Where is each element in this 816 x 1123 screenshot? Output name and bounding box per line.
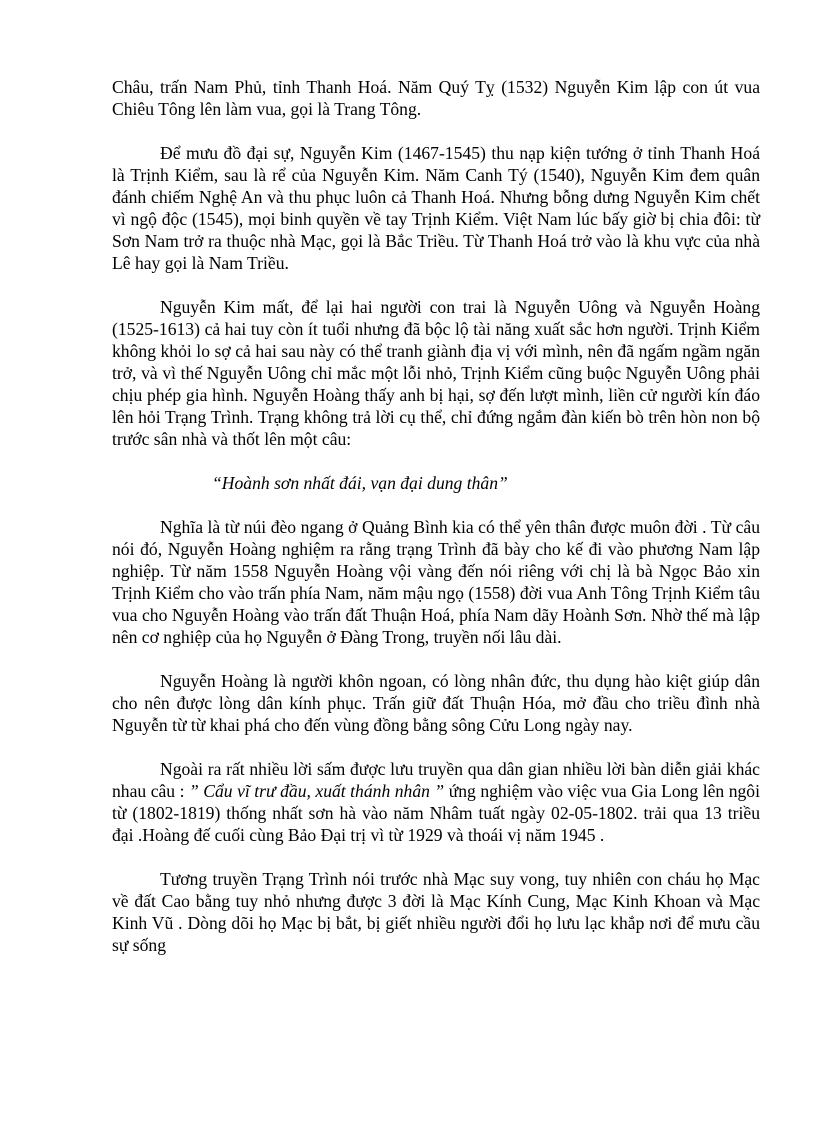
paragraph-7: Tương truyền Trạng Trình nói trước nhà Mạc suy vong, tuy nhiên con cháu họ Mạc về đất Cao bằng tuy nhỏ nhưng được 3 đời là Mạc Kính Cung, Mạc Kinh Khoan và Mạc Kinh Vũ . Dòng dõi họ Mạc bị bắt, bị giết nhiều người đổi họ lưu lạc khắp nơi để mưu cầu sự sống — [112, 869, 760, 955]
paragraph-2: Để mưu đồ đại sự, Nguyễn Kim (1467-1545) thu nạp kiện tướng ở tỉnh Thanh Hoá là Trịnh Kiểm, sau là rể của Nguyễn Kim. Năm Canh Tý (1540), Nguyễn Kim đem quân đánh chiếm Nghệ An và thu phục luôn cả Thanh Hoá. Nhưng bỗng dưng Nguyễn Kim chết vì ngộ độc (1545), mọi binh quyền về tay Trịnh Kiểm. Việt Nam lúc bấy giờ bị chia đôi: từ Sơn Nam trở ra thuộc nhà Mạc, gọi là Bắc Triều. Từ Thanh Hoá trở vào là khu vực của nhà Lê hay gọi là Nam Triều. — [112, 143, 760, 273]
paragraph-6 — [112, 758, 760, 846]
paragraph-3: Nguyễn Kim mất, để lại hai người con trai là Nguyễn Uông và Nguyễn Hoàng (1525-1613) cả hai tuy còn ít tuổi nhưng đã bộc lộ tài năng xuất sắc hơn người. Trịnh Kiểm không khỏi lo sợ cả hai sau này có thể tranh giành địa vị với mình, nên đã ngấm ngầm ngăn trở, và vì thế Nguyễn Uông chỉ mắc một lỗi nhỏ, Trịnh Kiểm cũng buộc Nguyễn Uông phải chịu phép gia hình. Nguyễn Hoàng thấy anh bị hại, sợ đến lượt mình, liền cử người kín đáo lên hỏi Trạng Trình. Trạng không trả lời cụ thể, chỉ đứng ngắm đàn kiến bò trên hòn non bộ trước sân nhà và thốt lên một câu: — [112, 297, 760, 449]
paragraph-6-text-b: ứng nghiệm vào việc vua Gia Long lên ngôi từ (1802-1819) thống nhất sơn hà vào năm Nhâm tuất ngày 02-05-1802. trải qua 13 triều đại .Hoàng đế cuối cùng Bảo Đại trị vì từ 1929 và thoái vị năm 1945 . — [112, 781, 760, 845]
paragraph-1: Châu, trấn Nam Phủ, tỉnh Thanh Hoá. Năm Quý Tỵ (1532) Nguyễn Kim lập con út vua Chiêu Tông lên làm vua, gọi là Trang Tông. — [112, 77, 760, 119]
paragraph-6-text-a: Ngoài ra rất nhiều lời sấm được lưu truyền qua dân gian nhiều lời bàn diễn giải khác nhau câu : — [112, 759, 760, 801]
document-page — [112, 76, 760, 978]
paragraph-4: Nghĩa là từ núi đèo ngang ở Quảng Bình kia có thể yên thân được muôn đời . Từ câu nói đó, Nguyễn Hoàng nghiệm ra rằng trạng Trình đã bày cho kế đi vào phương Nam lập nghiệp. Từ năm 1558 Nguyễn Hoàng vội vàng đến nói riêng với chị là bà Ngọc Bảo xin Trịnh Kiểm cho vào trấn phía Nam, năm mậu ngọ (1558) đời vua Anh Tông Trịnh Kiểm tâu vua cho Nguyễn Hoàng vào trấn đất Thuận Hoá, phía Nam dãy Hoành Sơn. Nhờ thế mà lập nên cơ nghiệp của họ Nguyễn ở Đàng Trong, truyền nối lâu dài. — [112, 517, 760, 647]
paragraph-5: Nguyễn Hoàng là người khôn ngoan, có lòng nhân đức, thu dụng hào kiệt giúp dân cho nên được lòng dân kính phục. Trấn giữ đất Thuận Hóa, mở đầu cho triều đình nhà Nguyễn từ từ khai phá cho đến vùng đồng bằng sông Cửu Long ngày nay. — [112, 671, 760, 735]
paragraph-6-quote: ” Cẩu vĩ trư đầu, xuất thánh nhân ” — [188, 781, 445, 801]
quote-hoanh-son: “Hoành sơn nhất đái, vạn đại dung thân” — [212, 473, 508, 493]
